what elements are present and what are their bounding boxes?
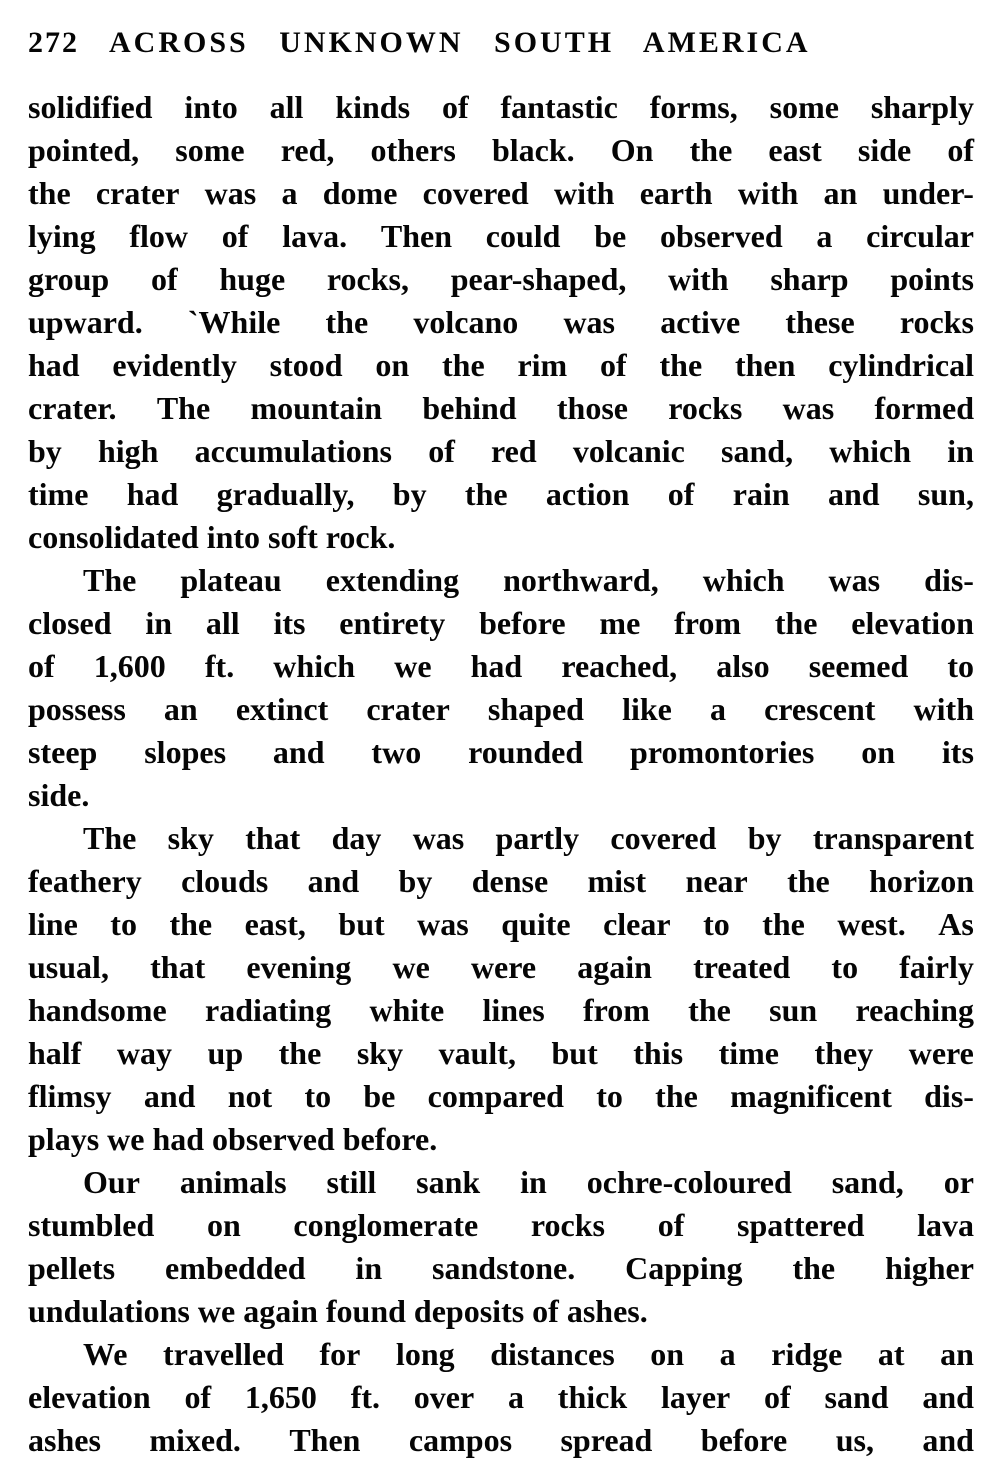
word: the (278, 1035, 322, 1071)
word: but (551, 1035, 598, 1071)
word: layer (660, 1379, 731, 1415)
word: points (890, 261, 974, 297)
word: vault, (438, 1035, 516, 1071)
text-line (28, 860, 974, 903)
word: earth (639, 175, 713, 211)
word: elevation (851, 605, 974, 641)
word: way (116, 1035, 172, 1071)
word: compared (427, 1078, 564, 1114)
word: sandstone. (432, 1250, 576, 1286)
word: pointed, (28, 132, 140, 168)
word: animals (179, 1164, 287, 1200)
word: fantastic (500, 89, 618, 125)
word: up (207, 1035, 244, 1071)
text-line (28, 258, 974, 301)
word: stumbled (28, 1207, 155, 1243)
word: by (28, 433, 62, 469)
text-line (28, 215, 974, 258)
word: an (940, 1336, 974, 1372)
word: group (28, 261, 110, 297)
running-title: ACROSS UNKNOWN SOUTH AMERICA (109, 26, 811, 59)
word: evidently (112, 347, 237, 383)
word: was (204, 175, 257, 211)
word: of (441, 89, 469, 125)
word: over (413, 1379, 475, 1415)
word: still (326, 1164, 377, 1200)
word: sun (769, 992, 818, 1028)
word: circular (866, 218, 974, 254)
word: clear (603, 906, 671, 942)
word: which (702, 562, 785, 598)
word: evening (246, 949, 352, 985)
word: flimsy (28, 1078, 112, 1114)
word: at (877, 1336, 905, 1372)
word: of (600, 347, 627, 383)
text-line: consolidated into soft rock. (28, 519, 396, 555)
word: entirety (339, 605, 446, 641)
word: magnificent (730, 1078, 892, 1114)
text-line (28, 645, 974, 688)
paragraph (28, 1161, 974, 1333)
word: flow (129, 218, 188, 254)
word: again (577, 949, 652, 985)
word: some (175, 132, 245, 168)
paragraph (28, 1333, 974, 1462)
word: feathery (28, 863, 142, 899)
word: west. (837, 906, 906, 942)
word: to (947, 648, 974, 684)
word: in (355, 1250, 383, 1286)
word: of (150, 261, 178, 297)
word: which (829, 433, 912, 469)
word: they (814, 1035, 874, 1071)
page-body (28, 86, 974, 1462)
word: treated (693, 949, 791, 985)
word: a (709, 691, 726, 727)
word: be (363, 1078, 396, 1114)
word: was (782, 390, 835, 426)
word: The (156, 390, 211, 426)
word: extinct (235, 691, 329, 727)
word: ashes (28, 1422, 101, 1458)
word: fairly (899, 949, 974, 985)
word: of (764, 1379, 791, 1415)
word: dense (471, 863, 549, 899)
word: on (650, 1336, 685, 1372)
word: which (273, 648, 356, 684)
word: solidified (28, 89, 153, 125)
word: northward, (503, 562, 659, 598)
word: of (657, 1207, 685, 1243)
text-line (28, 387, 974, 430)
text-line (28, 172, 974, 215)
word: gradually, (216, 476, 355, 512)
word: the (441, 347, 485, 383)
word: usual, (28, 949, 109, 985)
word: 1,600 (93, 648, 166, 684)
word: but (338, 906, 385, 942)
word: the (762, 906, 805, 942)
page-header (28, 20, 974, 66)
word: and (827, 476, 880, 512)
word: in (520, 1164, 547, 1200)
word: observed (659, 218, 783, 254)
word: conglomerate (293, 1207, 479, 1243)
word: red (491, 433, 537, 469)
word: of (184, 1379, 212, 1415)
word: behind (422, 390, 517, 426)
word: Then (380, 218, 452, 254)
word: crater (366, 691, 450, 727)
word: lines (482, 992, 545, 1028)
word: that (245, 820, 301, 856)
word: had (126, 476, 179, 512)
word: campos (408, 1422, 513, 1458)
word: were (908, 1035, 974, 1071)
word: reached, (561, 648, 678, 684)
word: also (716, 648, 770, 684)
word: those (556, 390, 628, 426)
word: the (464, 476, 508, 512)
word: radiating (204, 992, 332, 1028)
word: thick (557, 1379, 628, 1415)
word: and (272, 734, 325, 770)
word: the (689, 132, 733, 168)
word: travelled (163, 1336, 284, 1372)
text-line (28, 1333, 974, 1376)
word: high (97, 433, 159, 469)
word: distances (490, 1336, 615, 1372)
word: steep (28, 734, 98, 770)
text-line (28, 903, 974, 946)
word: white (369, 992, 445, 1028)
word: me (599, 605, 641, 641)
word: the (774, 605, 818, 641)
word: sand (824, 1379, 889, 1415)
word: crater (95, 175, 180, 211)
word: action (545, 476, 630, 512)
word: sand, (721, 433, 794, 469)
word: on (375, 347, 410, 383)
word: to (596, 1078, 623, 1114)
word: near (685, 863, 748, 899)
word: cylindrical (828, 347, 974, 383)
word: rim (517, 347, 568, 383)
word: these (785, 304, 855, 340)
word: of (947, 132, 974, 168)
page-number: 272 (28, 26, 79, 59)
word: seemed (808, 648, 909, 684)
word: we (394, 648, 432, 684)
word: sand, (831, 1164, 904, 1200)
word: handsome (28, 992, 167, 1028)
word: side (857, 132, 912, 168)
text-line (28, 1075, 974, 1118)
word: higher (885, 1250, 974, 1286)
text-line (28, 1161, 974, 1204)
word: sky (167, 820, 214, 856)
word: had (470, 648, 523, 684)
text-line (28, 989, 974, 1032)
text-line (28, 129, 974, 172)
word: Our (83, 1164, 140, 1200)
word: of (667, 476, 695, 512)
word: partly (495, 820, 580, 856)
word: all (269, 89, 304, 125)
word: from (674, 605, 742, 641)
text-line (28, 86, 974, 129)
word: closed (28, 605, 112, 641)
word: time (718, 1035, 779, 1071)
word: east (768, 132, 822, 168)
word: a (281, 175, 298, 211)
text-line (28, 1032, 974, 1075)
word: spattered (737, 1207, 865, 1243)
word: sun, (917, 476, 974, 512)
word: dis- (924, 562, 974, 598)
word: we (392, 949, 430, 985)
word: accumulations (194, 433, 392, 469)
word: from (582, 992, 650, 1028)
word: crater. (28, 390, 117, 426)
word: like (622, 691, 672, 727)
word: to (703, 906, 730, 942)
text-line (28, 473, 974, 516)
word: be (594, 218, 627, 254)
word: to (110, 906, 137, 942)
word: its (273, 605, 306, 641)
word: `While (187, 304, 281, 340)
text-line (28, 731, 974, 774)
word: extending (325, 562, 460, 598)
word: the (787, 863, 830, 899)
word: sharp (770, 261, 849, 297)
text-line: plays we had observed before. (28, 1121, 438, 1157)
word: possess (28, 691, 126, 727)
word: this (633, 1035, 684, 1071)
word: transparent (812, 820, 974, 856)
word: with (913, 691, 974, 727)
word: rounded (468, 734, 584, 770)
word: volcano (413, 304, 519, 340)
word: The (83, 820, 137, 856)
word: the (792, 1250, 836, 1286)
word: of (28, 648, 55, 684)
word: and (922, 1422, 974, 1458)
word: a (816, 218, 833, 254)
word: On (610, 132, 654, 168)
word: of (428, 433, 455, 469)
word: with (668, 261, 729, 297)
word: some (769, 89, 839, 125)
word: to (304, 1078, 332, 1114)
word: and (922, 1379, 974, 1415)
word: all (205, 605, 240, 641)
word: promontories (630, 734, 815, 770)
word: ridge (771, 1336, 843, 1372)
word: before (700, 1422, 788, 1458)
word: half (28, 1035, 82, 1071)
word: rocks (668, 390, 743, 426)
word: time (28, 476, 89, 512)
word: by (392, 476, 427, 512)
word: lava (917, 1207, 974, 1243)
word: were (470, 949, 537, 985)
word: sharply (870, 89, 974, 125)
word: line (28, 906, 78, 942)
word: not (227, 1078, 273, 1114)
word: reaching (855, 992, 974, 1028)
word: a (508, 1379, 524, 1415)
word: spread (560, 1422, 653, 1458)
word: in (947, 433, 974, 469)
word: then (734, 347, 796, 383)
word: its (941, 734, 974, 770)
word: quite (501, 906, 571, 942)
word: As (938, 906, 974, 942)
word: the (28, 175, 71, 211)
paragraph (28, 817, 974, 1161)
word: dis- (924, 1078, 974, 1114)
word: was (828, 562, 881, 598)
word: kinds (335, 89, 411, 125)
word: shaped (487, 691, 584, 727)
text-line (28, 602, 974, 645)
word: elevation (28, 1379, 151, 1415)
word: was (417, 906, 469, 942)
word: The (83, 562, 137, 598)
word: or (943, 1164, 974, 1200)
word: dome (322, 175, 398, 211)
text-line (28, 688, 974, 731)
word: pellets (28, 1250, 116, 1286)
word: stood (269, 347, 343, 383)
word: rocks (530, 1207, 605, 1243)
word: was (412, 820, 465, 856)
word: pear-shaped, (450, 261, 627, 297)
word: Capping (625, 1250, 743, 1286)
text-line (28, 1247, 974, 1290)
word: ft. (204, 648, 235, 684)
word: into (184, 89, 238, 125)
word: the (655, 1078, 698, 1114)
word: that (150, 949, 206, 985)
word: volcanic (572, 433, 685, 469)
text-line (28, 301, 974, 344)
word: the (659, 347, 703, 383)
text-line (28, 559, 974, 602)
word: rocks (899, 304, 974, 340)
text-line (28, 946, 974, 989)
word: a (719, 1336, 736, 1372)
paragraph (28, 559, 974, 817)
word: huge (219, 261, 286, 297)
word: could (485, 218, 561, 254)
text-line: side. (28, 777, 90, 813)
word: embedded (165, 1250, 306, 1286)
word: slopes (144, 734, 227, 770)
word: plateau (180, 562, 282, 598)
word: had (28, 347, 80, 383)
word: in (145, 605, 173, 641)
word: 1,650 (244, 1379, 317, 1415)
word: east, (244, 906, 306, 942)
word: long (395, 1336, 455, 1372)
word: mist (587, 863, 647, 899)
word: to (831, 949, 859, 985)
word: rain (732, 476, 790, 512)
word: mountain (250, 390, 383, 426)
word: with (737, 175, 799, 211)
word: on (861, 734, 895, 770)
word: lying (28, 218, 96, 254)
word: by (398, 863, 433, 899)
word: day (331, 820, 382, 856)
word: horizon (869, 863, 974, 899)
word: before (479, 605, 566, 641)
word: ft. (350, 1379, 380, 1415)
text-line (28, 430, 974, 473)
word: mixed. (149, 1422, 241, 1458)
word: the (325, 304, 369, 340)
text-line (28, 344, 974, 387)
word: by (747, 820, 782, 856)
word: ochre-coloured (586, 1164, 792, 1200)
word: formed (874, 390, 974, 426)
word: an (163, 691, 198, 727)
text-line: undulations we again found deposits of ashes. (28, 1293, 648, 1329)
word: of (221, 218, 249, 254)
word: covered (422, 175, 529, 211)
word: under- (882, 175, 974, 211)
word: rocks, (326, 261, 409, 297)
word: forms, (649, 89, 738, 125)
word: We (83, 1336, 128, 1372)
word: red, (280, 132, 335, 168)
word: for (319, 1336, 361, 1372)
word: and (307, 863, 360, 899)
word: and (143, 1078, 196, 1114)
word: covered (610, 820, 717, 856)
word: sank (416, 1164, 481, 1200)
text-line (28, 817, 974, 860)
text-line (28, 1419, 974, 1462)
word: sky (356, 1035, 404, 1071)
word: others (370, 132, 456, 168)
word: black. (491, 132, 575, 168)
paragraph (28, 86, 974, 559)
word: clouds (181, 863, 269, 899)
word: the (688, 992, 731, 1028)
word: was (563, 304, 615, 340)
word: upward. (28, 304, 143, 340)
word: us, (835, 1422, 874, 1458)
word: on (206, 1207, 241, 1243)
word: crescent (764, 691, 876, 727)
word: with (553, 175, 615, 211)
word: the (169, 906, 213, 942)
word: Then (289, 1422, 361, 1458)
word: an (823, 175, 858, 211)
text-line (28, 1204, 974, 1247)
text-line (28, 1376, 974, 1419)
word: two (371, 734, 422, 770)
word: active (660, 304, 741, 340)
word: lava. (282, 218, 348, 254)
